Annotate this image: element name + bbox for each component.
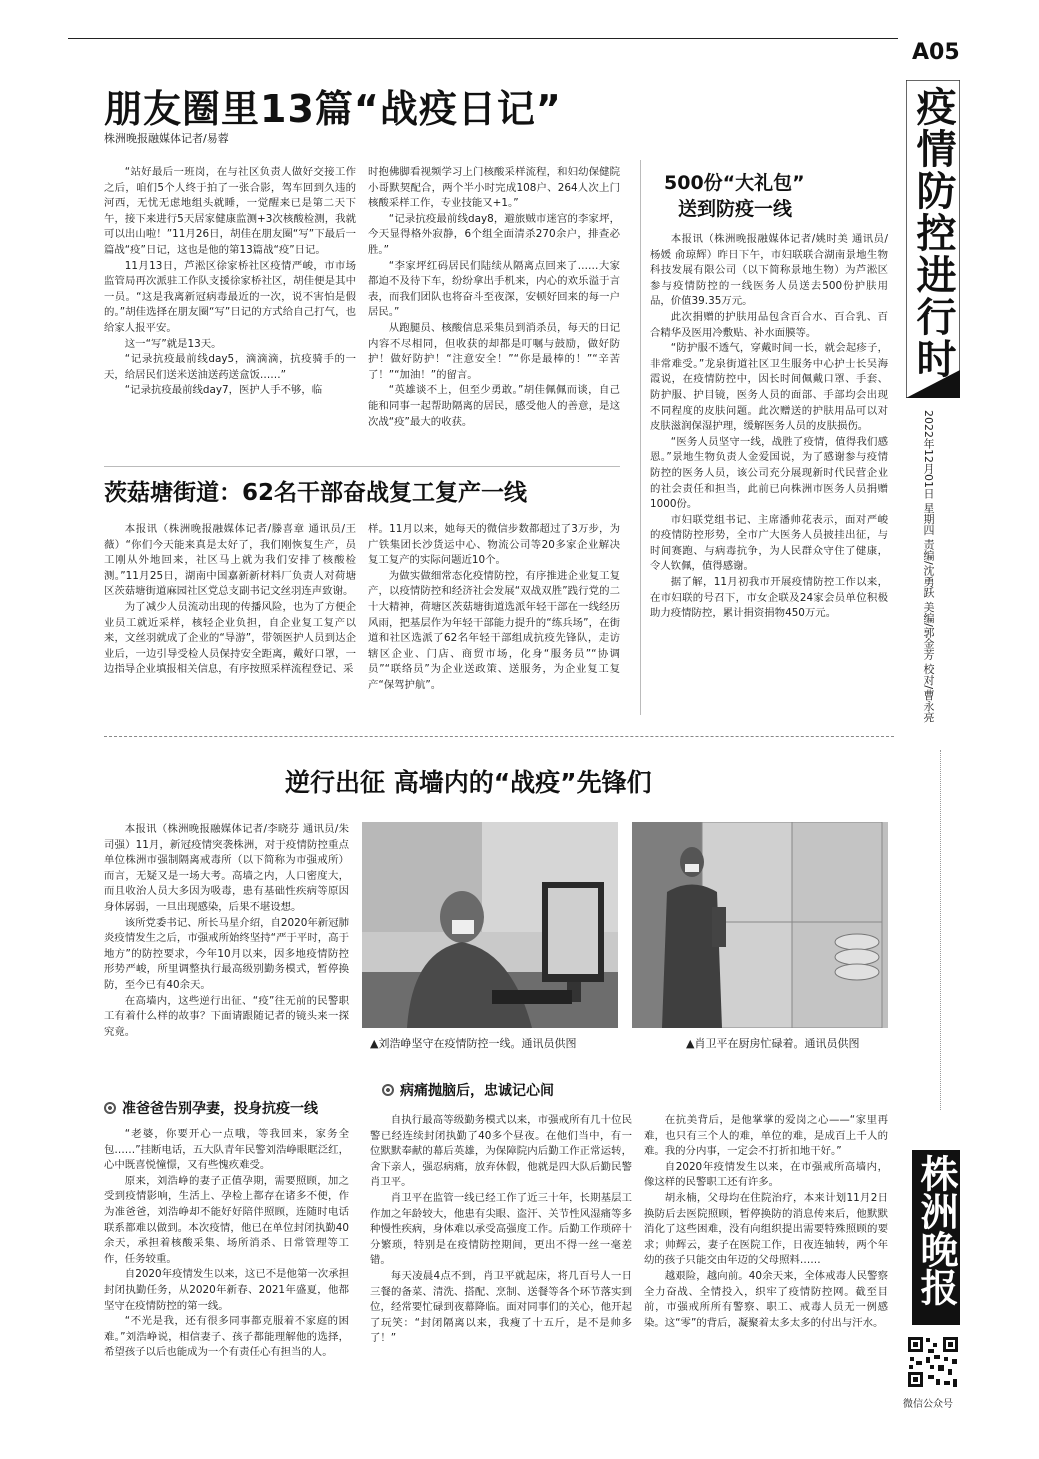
paragraph: 该所党委书记、所长马星介绍，自2020年新冠肺炎疫情发生之后，市强戒所始终坚持“严于平时，高于地方”的防控要求，今年10月以来，因多地疫情防控形势严峻，所里调整执行最高级别勤务模式，暂停换防，至今已有40余天。 [104,916,349,991]
right-column-rule [940,750,942,1110]
article1-headline: 朋友圈里13篇“战疫日记” [104,87,562,131]
paragraph: 时抱佛脚看视频学习上门核酸采样流程，和妇幼保健院小哥默契配合，两个半小时完成108户、264人次上门核酸采样工作，专业技能又+1。” [368,166,620,210]
paragraph: 这一“写”就是13天。 [124,337,222,350]
article2-headline-line2: 送到防疫一线 [678,198,793,220]
photo-officer-in-kitchen [632,822,888,1028]
paragraph: “老婆，你要开心一点哦，等我回来，家务全包……”挂断电话，五大队青年民警刘浩峥眼眶泛红，心中既喜悦憧憬，又有些愧疚难受。 [104,1128,349,1172]
paragraph: 为了减少人员流动出现的传播风险，也为了方便企业员工就近采样，核轻企业负担，自企业复工复产以来，文丝羽就成了企业的“导游”，带领医护人员到达企业后，一边引导受检人员保持安全距离，戴好口罩，一边指导企业填报相关信息，有序按照采样流程登记、采 [104,600,356,676]
paragraph: “防护服不透气，穿戴时间一长，就会起疹子，非常难受。”龙泉街道社区卫生服务中心护士长吴海霞说，在疫情防控中，因长时间佩戴口罩、手套、防护服、护目镜，医务人员的面部、手部均会出现不同程度的皮肤问题。此次赠送的护肤用品可以对皮肤滋润保湿护理，缓解医务人员的皮肤损伤。 [650,342,888,433]
photo2-caption: ▲肖卫平在厨房忙碌着。通讯员供图 [686,1037,860,1050]
paragraph: 自2020年疫情发生以来，在市强戒所高墙内，像这样的民警职工还有许多。 [644,1160,888,1189]
paragraph: 自2020年疫情发生以来，这已不是他第一次承担封闭执勤任务，从2020年新春、2021年盛夏，他都坚守在疫情防控的第一线。 [104,1268,349,1312]
article4-sub1-body [104,1127,349,1391]
article4-sub2-col1 [370,1113,632,1393]
article4-intro [104,822,349,1078]
paragraph: 胡永楠，父母均在住院治疗，本来计划11月2日换防后去医院照顾，暂停换防的消息传来后，他默默消化了这些困难，没有向组织提出需要特殊照顾的要求；帅辉云，妻子在医院工作，日夜连轴转，两个年幼的孩子只能交由年迈的父母照料…… [644,1191,888,1267]
section-title-text: 疫情防控进行时 [910,86,957,380]
article1-col1 [104,165,356,455]
paragraph: “李家坪红码居民们陆续从隔离点回来了……大家都迫不及待下车，纷纷拿出手机来，内心的欢乐溢于言表，而我们团队也将奋斗至夜深，安顿好回来的每一户居民。” [368,259,620,319]
paragraph: “不光是我，还有很多同事都克服着不家庭的困难。”刘浩峥说，相信妻子、孩子都能理解他的选择，希望孩子以后也能成为一个有责任心有担当的人。 [104,1315,349,1359]
article3-col1 [104,522,356,718]
top-rule [68,38,898,39]
paragraph: “记录抗疫最前线day5，滴滴滴，抗疫骑手的一天，给居民们送米送油送药送盒饭……” [104,353,356,381]
article1-col2 [368,165,620,455]
article2-body [650,232,888,718]
paragraph: 越艰险，越向前。40余天来，全体戒毒人民警察全力奋战、全情投入，织牢了疫情防控网。截至目前，市强戒所所有警察、职工、戒毒人员无一例感染。这“零”的背后，凝聚着太多太多的付出与汗水。 [644,1269,888,1329]
paragraph: “记录抗疫最前线day7，医护人手不够，临 [124,384,323,397]
paragraph: 原来，刘浩峥的妻子正值孕期，需要照顾，加之受到疫情影响，生活上、孕检上都存在诸多不便，作为准爸爸，刘浩峥却不能好好陪伴照顾，连随时电话联系都难以做到。本次疫情，他已在单位封闭执勤40余天，承担着核酸采集、场所消杀、日常管理等工作，任务较重。 [104,1174,349,1265]
article4-sub2-col2 [644,1113,888,1393]
paragraph: 为做实做细常态化疫情防控，有序推进企业复工复产，以疫情防控和经济社会发展“双战双胜”践行党的二十大精神，荷塘区茨菇塘街道选派年轻干部在一线经历风雨，把基层作为年轻干部能力提升的“练兵场”，在街道和社区选派了62名年轻干部组成抗疫先锋队，走访辖区企业、门店、商贸市场，化身“服务员”“协调员”“联络员”为企业送政策、送服务，为企业复工复产“保驾护航”。 [368,569,620,691]
article3-headline: 茨菇塘街道：62名干部奋战复工复产一线 [104,480,528,506]
article3-col2 [368,522,620,718]
bullet-icon [382,1084,394,1096]
paragraph: “站好最后一班岗，在与社区负责人做好交接工作之后，咱们5个人终于拍了一张合影，驾车回到久违的河西，无忧无虑地组头就睡，一觉醒来已是第二天下午，接下来进行5天居家健康监测+3次核酸检测，我就可以出山啦！”11月26日，胡佳在朋友圈“写”下最后一篇战“疫”日记，这也是他的第13篇战“疫”日记。 [104,166,356,256]
paragraph: 在抗美背后，是他掌掌的爱岗之心——“家里再难，也只有三个人的难，单位的难，是成百上千人的难。我的分内事，一定会不打折扣地干好。” [644,1114,888,1158]
paragraph: 本报讯（株洲晚报融媒体记者/李晓芬 通讯员/朱司强）11月，新冠疫情突袭株洲，对于疫情防控重点单位株洲市强制隔离戒毒所（以下简称为市强戒所）而言，无疑又是一场大考。高墙之内，人口密度大，而且收治人员大多因为吸毒，患有基础性疾病等原因身体孱弱，一旦出现感染，后果不堪设想。 [104,823,349,913]
paragraph: 样。11月以来，她每天的微信步数都超过了3万步，为广铁集团长沙货运中心、物流公司等20多家企业解决复工复产的实际问题近10个。 [368,523,620,567]
qr-code [906,1335,960,1389]
paragraph: 自执行最高等级勤务模式以来，市强戒所有几十位民警已经连续封闭执勤了40多个昼夜。在他们当中，有一位默默奉献的幕后英雄，为保障院内后勤工作正常运转，舍下亲人，强忍病痛，放弃休假，他就是四大队后勤民警肖卫平。 [370,1114,632,1189]
paragraph: “记录抗疫最前线day8，避旅贼市迷宫的李家坪，今天显得格外寂静，6个组全面清杀270余户，排查必胜。” [368,212,620,256]
article4-subheading1 [104,1098,318,1118]
page-number: A05 [912,40,960,65]
paragraph: 在高墙内，这些逆行出征、“疫”往无前的民警职工有着什么样的故事？下面请跟随记者的镜头来一探究竟。 [104,994,349,1038]
paragraph: “英雄谈不上，但至少勇敢。”胡佳佩佩而谈，自己能和同事一起帮助隔离的居民，感受他人的善意，是这次战“疫”最大的收获。 [368,384,620,428]
article4-headline: 逆行出征 高墙内的“战疫”先锋们 [285,768,652,797]
article2-headline-line1: 500份“大礼包” [664,172,805,194]
masthead-logo [912,1150,960,1325]
photo-officer-at-computer-image [362,822,618,1028]
qr-caption: 微信公众号 [903,1399,953,1410]
paragraph: “医务人员坚守一线，战胜了疫情，值得我们感恩。”景地生物负责人金爱国说，为了感谢参与疫情防控的医务人员，该公司充分展现新时代民营企业的社会责任和担当，此前已向株洲市医务人员捐赠1000份。 [650,435,888,511]
article4-subheading2-text: 病痛抛脑后，忠诚记心间 [400,1083,554,1099]
masthead-logo-text: 株洲晚报 [914,1154,959,1306]
article1-byline: 株洲晚报融媒体记者/易蓉 [104,132,229,145]
paragraph: 每天凌晨4点不到，肖卫平就起床，将几百号人一日三餐的备菜、清洗、搭配、烹制、送餐等各个环节落实到位，经常要忙碌到夜幕降临。面对同事们的关心，他开起了玩笑：“封闭隔离以来，我瘦了十五斤，是不是帅多了！” [370,1269,632,1345]
bullet-icon [104,1102,116,1114]
article4-subheading1-text: 准爸爸告别孕妻，投身抗疫一线 [122,1101,318,1117]
dateline: 2022年12月01日 星期四 责编/沈勇跃 美编/郭金芳 校对/曹永亮 [922,410,935,723]
photo-officer-at-computer [362,822,618,1028]
paragraph: 据了解，11月初我市开展疫情防控工作以来，在市妇联的号召下，市女企联及24家会员单位积极助力疫情防控，累计捐资捐物450万元。 [650,576,888,620]
article4-top-rule [104,736,894,738]
paragraph: 11月13日，芦淞区徐家桥社区疫情严峻，市市场监管局再次派驻工作队支援徐家桥社区，胡佳便是其中一员。“这是我离新冠病毒最近的一次，说不害怕是假的。”胡佳选择在朋友圈“写”日记的方式给自己打气，也给家人报平安。 [104,259,356,334]
section-title [906,80,960,398]
photo-officer-in-kitchen-image [632,822,888,1028]
article3-top-rule [104,466,620,467]
paragraph: 本报讯（株洲晚报融媒体记者/滕喜章 通讯员/王薇）“你们今天能来真是太好了，我们刚恢复生产，员工刚从外地回来，社区马上就为我们安排了核酸检测。”11月25日，湖南中国嘉新新材料厂负责人对荷塘区茨菇塘街道麻园社区党总支副书记文丝羽连声致谢。 [104,523,356,598]
article2-left-rule [640,160,641,715]
paragraph: 此次捐赠的护肤用品包含百合水、百合乳、百合精华及医用冷敷贴、补水面膜等。 [650,310,888,339]
article4-subheading2 [382,1080,554,1100]
paragraph: 从跑腿员、核酸信息采集员到消杀员，每天的日记内容不尽相同，但收获的却都是叮嘱与鼓励，做好防护！做好防护！“注意安全！”“你是最棒的！”“辛苦了！”“加油！”的留言。 [368,321,620,381]
paragraph: 本报讯（株洲晚报融媒体记者/姚时美 通讯员/杨媛 俞琼辉）昨日下午，市妇联联合湖南景地生物科技发展有限公司（以下简称景地生物）为芦淞区参与疫情防控的一线医务人员送去500份护肤用品，价值39.35万元。 [650,233,888,308]
paragraph: 市妇联党组书记、主席潘帅花表示，面对严峻的疫情防控形势，全市广大医务人员披挂出征，与时间赛跑、与病毒抗争，为人民群众守住了健康，令人钦佩，值得感谢。 [650,513,888,573]
photo1-caption: ▲刘浩峥坚守在疫情防控一线。通讯员供图 [370,1037,577,1050]
paragraph: 肖卫平在监管一线已经工作了近三十年，长期基层工作加之年龄较大，他患有尖眼、盗汗、关节性风湿痛等多种慢性疾病，身体难以承受高强度工作。后勤工作琐碎十分繁琐，特别是在疫情防控期间，更出不得一丝一毫差错。 [370,1191,632,1267]
